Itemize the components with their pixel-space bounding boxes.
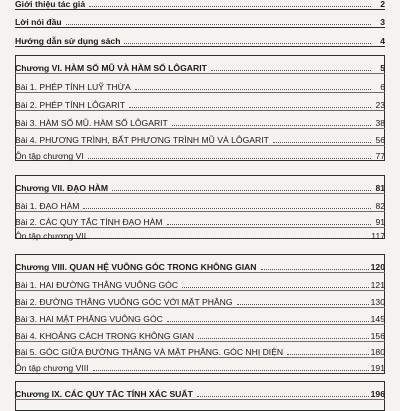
lesson-title: Bài 4. KHOẢNG CÁCH TRONG KHÔNG GIAN (15, 331, 194, 342)
dot-leader (182, 287, 369, 288)
lesson-page: 156 (370, 331, 385, 342)
toc-review[interactable] (15, 355, 385, 373)
lesson-page: 117 (371, 231, 385, 242)
toc-entry-page: 4 (380, 36, 385, 47)
lesson-page: 180 (370, 347, 385, 358)
lesson-page: 130 (370, 297, 385, 308)
lesson-page: 121 (370, 280, 385, 291)
chapter-page: 120 (370, 262, 385, 273)
lesson-title: Bài 2. PHÉP TÍNH LÔGARIT (15, 100, 126, 111)
toc-chapter-8[interactable] (15, 254, 385, 273)
lesson-title: Ôn tập chương VII (15, 231, 87, 242)
chapter-title: Chương VIII. QUAN HỆ VUÔNG GÓC TRONG KHÔNG GIAN (15, 262, 257, 273)
chapter-title: Chương VII. ĐẠO HÀM (15, 183, 109, 194)
lesson-page: 38 (375, 118, 385, 129)
dot-leader (88, 158, 371, 159)
lesson-title: Bài 1. ĐẠO HÀM (15, 201, 80, 212)
toc-lesson[interactable] (15, 92, 385, 111)
dot-leader (129, 107, 371, 108)
lesson-page: 56 (375, 135, 385, 146)
lesson-page: 23 (375, 100, 385, 111)
lesson-title: Bài 4. PHƯƠNG TRÌNH, BẤT PHƯƠNG TRÌNH MŨ VÀ LÔGARIT (15, 135, 269, 146)
lesson-title: Bài 2. CÁC QUY TẮC TÍNH ĐẠO HÀM (15, 217, 163, 228)
lesson-title: Bài 3. HÀM SỐ MŨ. HÀM SỐ LÔGARIT (15, 118, 168, 129)
chapter-page: 81 (375, 183, 385, 194)
dot-leader (167, 321, 369, 322)
toc-entry-title: Lời nói đầu (15, 17, 62, 28)
lesson-page: 6 (380, 82, 385, 93)
dot-leader (89, 6, 371, 7)
toc-entry-page: 2 (380, 0, 385, 10)
chapter-title: Chương VI. HÀM SỐ MŨ VÀ HÀM SỐ LÔGARIT (15, 63, 207, 74)
dot-leader (261, 269, 369, 270)
toc-entry-guide[interactable] (15, 28, 385, 47)
lesson-page: 191 (370, 363, 385, 374)
dot-leader (66, 24, 371, 25)
chapter-page: 5 (380, 63, 385, 74)
chapter-page: 196 (370, 389, 385, 400)
dot-leader (172, 125, 371, 126)
lesson-title: Bài 1. PHÉP TÍNH LUỸ THỪA (15, 82, 131, 93)
lesson-title: Ôn tập chương VIII (15, 363, 89, 374)
toc-review[interactable] (15, 143, 385, 161)
toc-chapter-6[interactable] (15, 55, 385, 74)
lesson-page: 91 (375, 217, 385, 228)
toc-entry-title: Giới thiệu tác giả (15, 0, 86, 10)
dot-leader (211, 70, 371, 71)
toc-entry-page: 3 (380, 17, 385, 28)
lesson-page: 145 (370, 314, 385, 325)
lesson-page: 82 (375, 201, 385, 212)
toc-lesson[interactable] (15, 74, 385, 93)
dot-leader (90, 238, 369, 239)
lesson-title: Ôn tập chương VI (15, 151, 84, 162)
dot-leader (93, 370, 369, 371)
lesson-title: Bài 2. ĐƯỜNG THẲNG VUÔNG GÓC VỚI MẶT PHẲNG (15, 297, 233, 308)
lesson-title: Bài 5. GÓC GIỮA ĐƯỜNG THẲNG VÀ MẶT PHẲNG. GÓC NHỊ DIỆN (15, 347, 284, 358)
toc-entry-preface[interactable] (15, 9, 385, 28)
dot-leader (135, 89, 371, 90)
toc-chapter-7[interactable] (15, 175, 385, 194)
chapter-title: Chương IX. CÁC QUY TẮC TÍNH XÁC SUẤT (15, 389, 193, 400)
dot-leader (197, 396, 369, 397)
dot-leader (237, 304, 369, 305)
lesson-title: Bài 1. HAI ĐƯỜNG THẲNG VUÔNG GÓC (15, 280, 179, 291)
lesson-page: 77 (375, 151, 385, 162)
lesson-title: Bài 3. HAI MẶT PHẲNG VUÔNG GÓC (15, 314, 163, 325)
toc-chapter-9[interactable] (15, 381, 385, 400)
dot-leader (112, 190, 371, 191)
toc-entry-title: Hướng dẫn sử dụng sách (15, 36, 121, 47)
toc-review[interactable] (15, 223, 385, 241)
dot-leader (124, 43, 371, 44)
